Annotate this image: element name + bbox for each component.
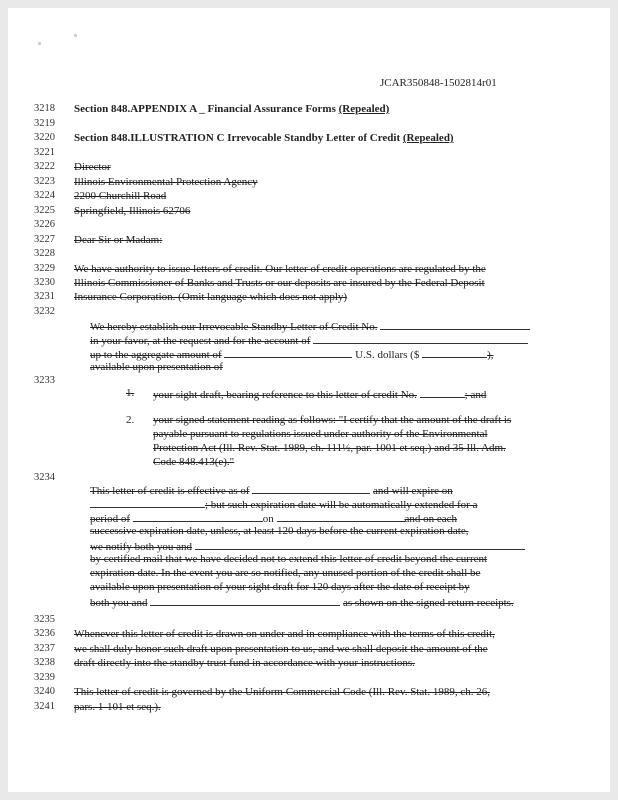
line-number: 3226	[34, 219, 55, 230]
line-number: 3223	[34, 176, 55, 187]
line-number: 3228	[34, 248, 55, 259]
line-number: 3234	[34, 472, 55, 483]
line-number: 3218	[34, 103, 55, 114]
document-page	[8, 8, 610, 792]
effective-line: This letter of credit is effective as of and will expire on	[90, 485, 453, 497]
line-number: 3231	[34, 291, 55, 302]
list-item-2-line: payable pursuant to regulations issued under authority of the Environmental	[153, 428, 488, 440]
effective-line: we notify both you and	[90, 539, 525, 554]
establish-line-1: We hereby establish our Irrevocable Standby Letter of Credit No.	[90, 319, 530, 334]
list-item-1: your sight draft, bearing reference to this letter of credit No. ; and	[153, 389, 487, 401]
establish-line-4: available upon presentation of	[90, 361, 223, 373]
line-number: 3235	[34, 614, 55, 625]
address-director: Director	[74, 161, 111, 173]
line-number: 3237	[34, 643, 55, 654]
line-number: 3230	[34, 277, 55, 288]
effective-line: period of on and on each	[90, 513, 458, 525]
honor-line: we shall duly honor such draft upon presentation to us, and we shall deposit the amount of the	[74, 643, 488, 655]
line-number: 3233	[34, 375, 55, 386]
line-number: 3221	[34, 147, 55, 158]
line-number: 3227	[34, 234, 55, 245]
line-number: 3236	[34, 628, 55, 639]
honor-line: Whenever this letter of credit is drawn on under and in compliance with the terms of this credit,	[74, 628, 495, 640]
list-item-2-line: Protection Act (Ill. Rev. Stat. 1989, ch. 111½, par. 1001 et seq.) and 35 Ill. Adm.	[153, 442, 506, 454]
effective-line: ; but such expiration date will be automatically extended for a	[90, 497, 477, 512]
line-number: 3219	[34, 118, 55, 129]
salutation: Dear Sir or Madam:	[74, 234, 163, 246]
intro-line: Insurance Corporation. (Omit language which does not apply)	[74, 291, 348, 303]
section-heading-illustration: Section 848.ILLUSTRATION C Irrevocable Standby Letter of Credit (Repealed)	[74, 132, 454, 144]
address-street: 2200 Churchill Road	[74, 190, 167, 202]
list-item-2-line: Code 848.413(e)."	[153, 456, 235, 468]
establish-line-2: in your favor, at the request and for the account of	[90, 333, 528, 348]
line-number: 3238	[34, 657, 55, 668]
line-number: 3220	[34, 132, 55, 143]
line-number: 3240	[34, 686, 55, 697]
address-city: Springfield, Illinois 62706	[74, 205, 191, 217]
governed-line: This letter of credit is governed by the Uniform Commercial Code (Ill. Rev. Stat. 1989, ch. 26,	[74, 686, 490, 698]
intro-line: Illinois Commissioner of Banks and Trusts or our deposits are insured by the Federal Deposit	[74, 277, 485, 289]
effective-line: both you and as shown on the signed return receipts.	[90, 597, 514, 609]
address-agency: Illinois Environmental Protection Agency	[74, 176, 258, 188]
establish-line-3: up to the aggregate amount of U.S. dollars ($ ),	[90, 349, 494, 361]
line-number: 3222	[34, 161, 55, 172]
list-item-2-line: your signed statement reading as follows: "I certify that the amount of the draft is	[153, 414, 512, 426]
effective-line: successive expiration date, unless, at least 120 days before the current expiration date,	[90, 525, 469, 537]
honor-line: draft directly into the standby trust fund in accordance with your instructions.	[74, 657, 415, 669]
section-heading-appendix: Section 848.APPENDIX A _ Financial Assurance Forms (Repealed)	[74, 103, 390, 115]
list-number-1: 1.	[126, 387, 135, 399]
list-number-2: 2.	[126, 414, 135, 426]
line-number: 3229	[34, 263, 55, 274]
line-number: 3225	[34, 205, 55, 216]
effective-line: available upon presentation of your sight draft for 120 days after the date of receipt by	[90, 581, 470, 593]
line-number: 3232	[34, 306, 55, 317]
scan-speck	[74, 34, 77, 37]
governed-line: pars. 1-101 et seq.).	[74, 701, 161, 713]
effective-line: expiration date. In the event you are so notified, any unused portion of the credit shall be	[90, 567, 481, 579]
line-number: 3239	[34, 672, 55, 683]
intro-line: We have authority to issue letters of credit. Our letter of credit operations are regulated by the	[74, 263, 486, 275]
scan-speck	[38, 42, 41, 45]
line-number: 3241	[34, 701, 55, 712]
document-id: JCAR350848-1502814r01	[380, 77, 497, 89]
line-number: 3224	[34, 190, 55, 201]
effective-line: by certified mail that we have decided not to extend this letter of credit beyond the current	[90, 553, 488, 565]
